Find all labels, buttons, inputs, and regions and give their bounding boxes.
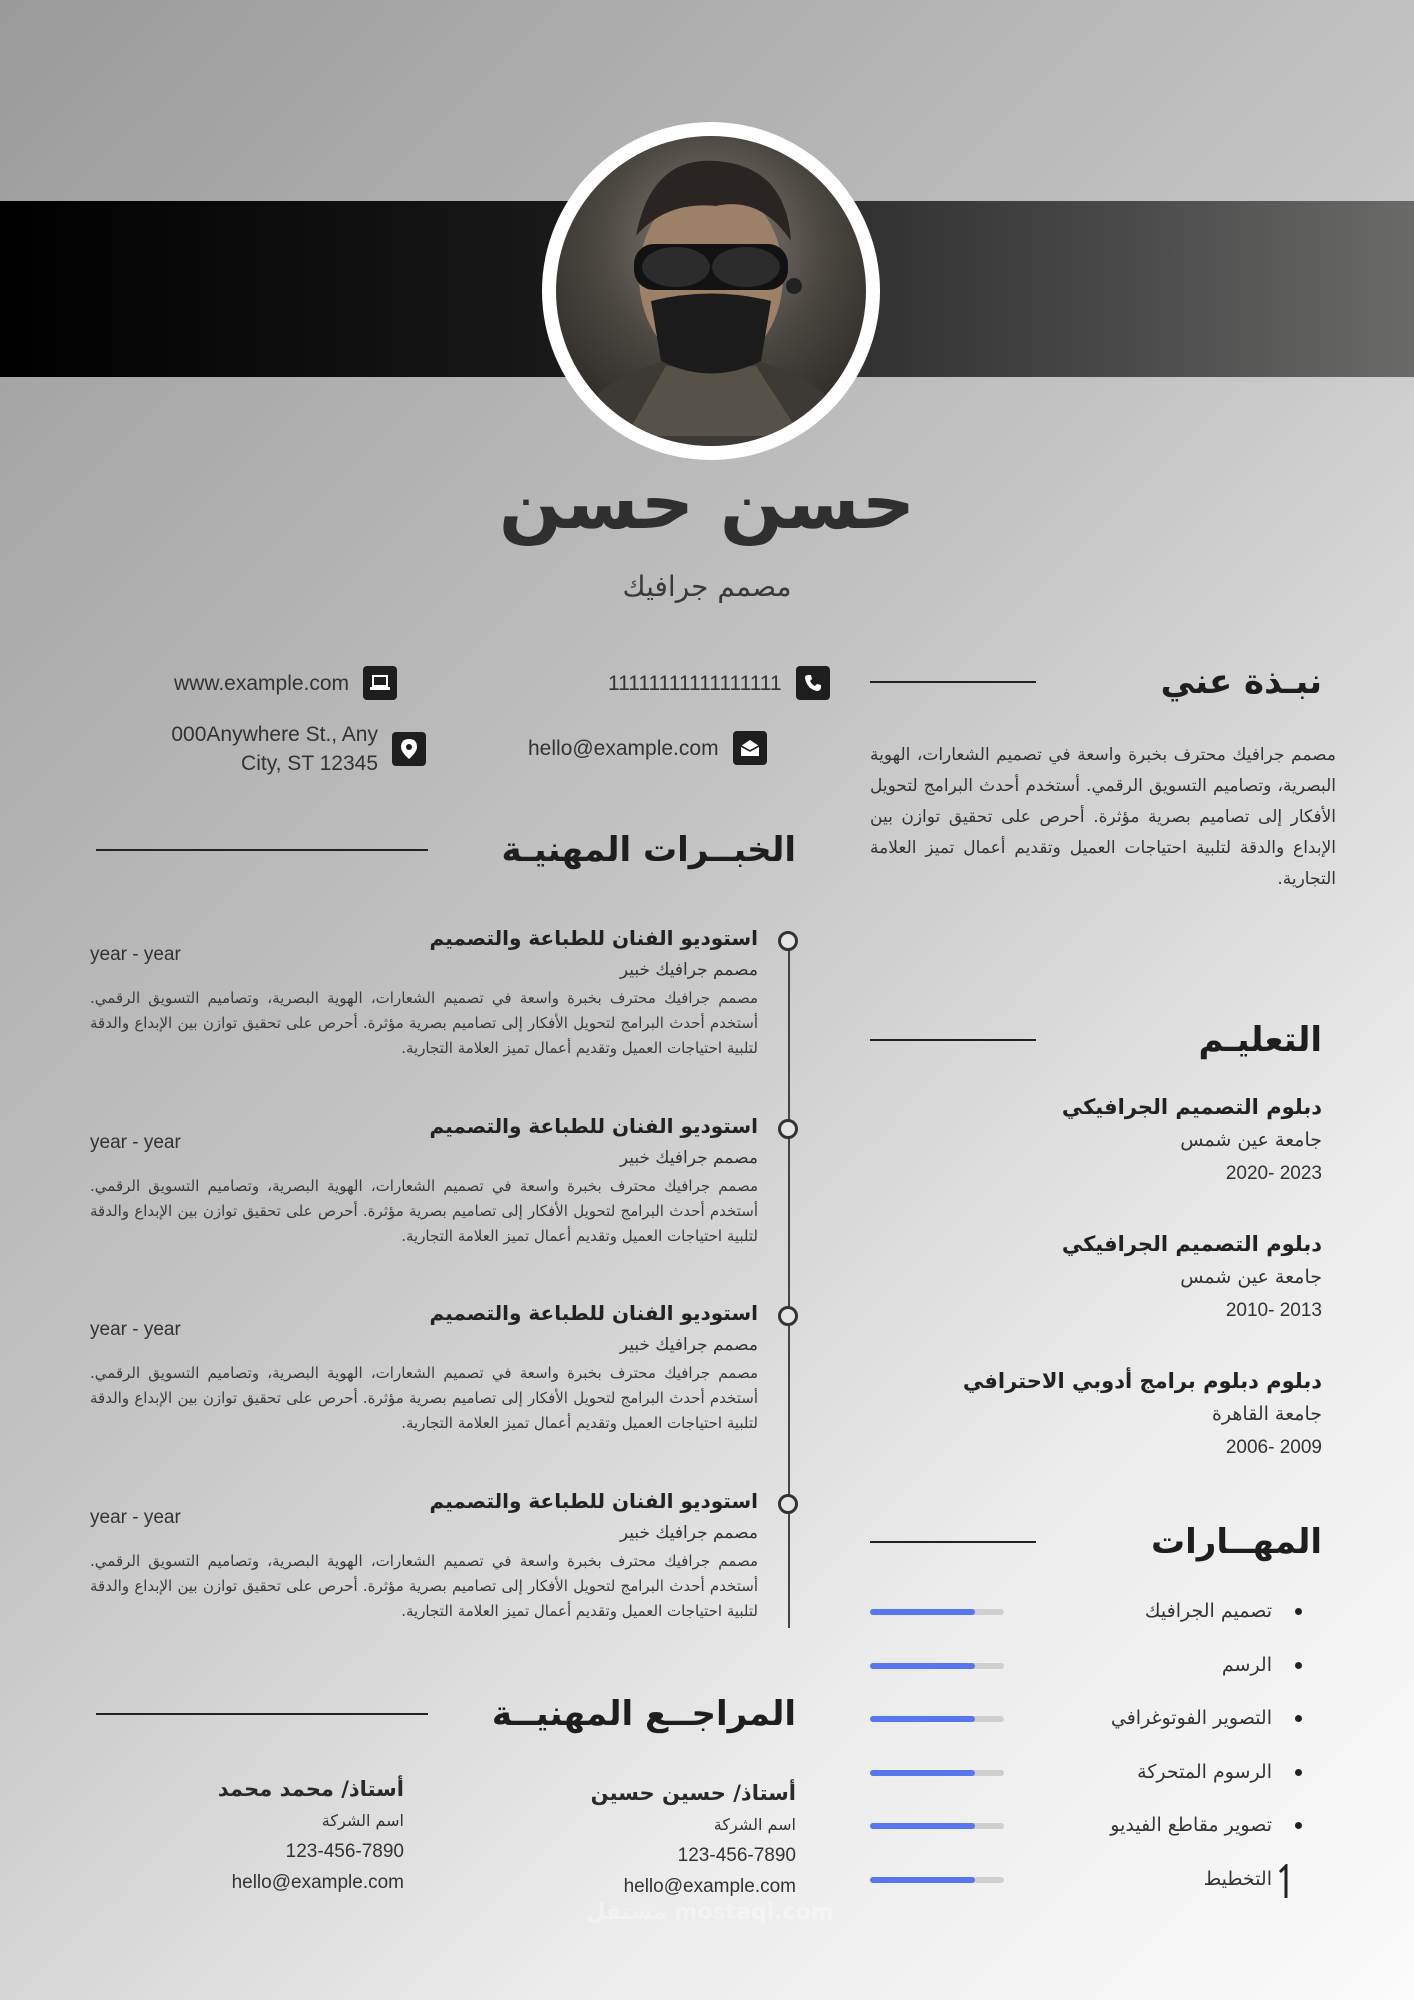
- skill-bar-fill: [870, 1823, 975, 1829]
- education-degree: دبلوم دبلوم برامج أدوبي الاحترافي: [962, 1369, 1322, 1393]
- education-years: 2020- 2023: [1225, 1163, 1322, 1184]
- experience-divider: [96, 849, 428, 851]
- education-item: [882, 1227, 1322, 1328]
- references-divider: [96, 1713, 428, 1715]
- skill-bar-fill: [870, 1663, 975, 1669]
- reference-phone: 123-456-7890: [677, 1845, 796, 1866]
- education-item: [882, 1090, 1322, 1191]
- bullet-icon: [1295, 1608, 1302, 1615]
- bullet-icon: [1295, 1822, 1302, 1829]
- skill-item: [870, 1650, 1302, 1680]
- skill-bar-track: [870, 1770, 1004, 1776]
- reference-item: [476, 1776, 796, 1902]
- email-text: hello@example.com: [528, 736, 719, 760]
- contact-email: [528, 731, 767, 765]
- contact-website: [174, 666, 397, 700]
- skills-divider: [870, 1541, 1036, 1543]
- skill-label: الرسوم المتحركة: [1137, 1760, 1272, 1783]
- skill-item: [870, 1810, 1302, 1840]
- phone-text: 11111111111111111: [608, 671, 782, 695]
- reference-phone: 123-456-7890: [285, 1841, 404, 1862]
- contact-address: [150, 720, 426, 778]
- experience-years: year - year: [90, 1132, 181, 1153]
- experience-role: مصمم جرافيك خبير: [619, 1335, 758, 1355]
- profile-photo: [556, 136, 866, 446]
- skill-bar-fill: [870, 1716, 975, 1722]
- timeline-node: [778, 931, 798, 951]
- skill-item: [870, 1703, 1302, 1733]
- skill-label: تصوير مقاطع الفيديو: [1110, 1814, 1272, 1836]
- skill-item: [870, 1596, 1302, 1626]
- about-text: مصمم جرافيك محترف بخبرة واسعة في تصميم الشعارات، الهوية البصرية، وتصاميم التسويق الرقمي. أستخدم أحدث البرامج لتحويل الأفكار إلى تصاميم بصرية مؤثرة. أحرص على تحقيق توازن بين الإبداع والدقة لتلبية احتياجات العميل وتقديم أعمال تميز العلامة التجارية.: [870, 745, 1336, 889]
- reference-company: اسم الشركة: [713, 1815, 796, 1834]
- envelope-icon: [733, 731, 767, 765]
- experience-description: مصمم جرافيك محترف بخبرة واسعة في تصميم الشعارات، الهوية البصرية، وتصاميم التسويق الرقمي. أستخدم أحدث البرامج لتحويل الأفكار إلى تصاميم بصرية مؤثرة. أحرص على تحقيق توازن بين الإبداع والدقة لتلبية احتياجات العميل وتقديم أعمال تميز العلامة التجارية.: [90, 1177, 758, 1245]
- skill-bar-track: [870, 1609, 1004, 1615]
- skills-heading: [870, 1522, 1322, 1562]
- education-degree: دبلوم التصميم الجرافيكي: [1061, 1232, 1322, 1256]
- education-degree: دبلوم التصميم الجرافيكي: [1061, 1095, 1322, 1119]
- about-heading: [870, 662, 1322, 702]
- profile-photo-frame: [542, 122, 880, 460]
- reference-email: hello@example.com: [623, 1876, 796, 1897]
- experience-company: استوديو الفنان للطباعة والتصميم: [429, 1114, 758, 1138]
- about-title: نبـذة عني: [1160, 662, 1322, 702]
- skill-label: التصوير الفوتوغرافي: [1110, 1707, 1272, 1729]
- experience-item: [90, 1489, 758, 1639]
- experience-years: year - year: [90, 1507, 181, 1528]
- education-heading: [870, 1020, 1322, 1060]
- skills-title: المهــارات: [1150, 1522, 1322, 1562]
- education-divider: [870, 1039, 1036, 1041]
- experience-item: [90, 926, 758, 1076]
- laptop-icon: [363, 666, 397, 700]
- experience-description: مصمم جرافيك محترف بخبرة واسعة في تصميم الشعارات، الهوية البصرية، وتصاميم التسويق الرقمي. أستخدم أحدث البرامج لتحويل الأفكار إلى تصاميم بصرية مؤثرة. أحرص على تحقيق توازن بين الإبداع والدقة لتلبية احتياجات العميل وتقديم أعمال تميز العلامة التجارية.: [90, 1364, 758, 1432]
- website-text: www.example.com: [174, 671, 350, 695]
- experience-description: مصمم جرافيك محترف بخبرة واسعة في تصميم الشعارات، الهوية البصرية، وتصاميم التسويق الرقمي. أستخدم أحدث البرامج لتحويل الأفكار إلى تصاميم بصرية مؤثرة. أحرص على تحقيق توازن بين الإبداع والدقة لتلبية احتياجات العميل وتقديم أعمال تميز العلامة التجارية.: [90, 989, 758, 1057]
- timeline-node: [778, 1306, 798, 1326]
- experience-company: استوديو الفنان للطباعة والتصميم: [429, 1301, 758, 1325]
- phone-icon: [796, 666, 830, 700]
- experience-timeline: [788, 940, 790, 1628]
- reference-company: اسم الشركة: [321, 1811, 404, 1830]
- timeline-node: [778, 1494, 798, 1514]
- bullet-icon: [1295, 1769, 1302, 1776]
- reference-name: أستاذ/ محمد محمد: [217, 1777, 404, 1801]
- education-title: التعليـم: [1198, 1020, 1322, 1060]
- skill-item: [870, 1757, 1302, 1787]
- experience-role: مصمم جرافيك خبير: [619, 1523, 758, 1543]
- watermark: مستقل mostaql.com: [586, 1900, 834, 1925]
- references-title: المراجــع المهنيــة: [491, 1694, 796, 1734]
- references-heading: [96, 1694, 796, 1734]
- job-title: مصمم جرافيك: [622, 570, 792, 603]
- address-text: 000Anywhere St., Any City, ST 12345: [171, 723, 378, 775]
- education-university: جامعة عين شمس: [1180, 1129, 1322, 1151]
- experience-years: year - year: [90, 1319, 181, 1340]
- text-cursor-icon: [1276, 1864, 1298, 1900]
- skill-bar-fill: [870, 1877, 975, 1883]
- reference-name: أستاذ/ حسين حسين: [590, 1781, 796, 1805]
- experience-role: مصمم جرافيك خبير: [619, 1148, 758, 1168]
- experience-company: استوديو الفنان للطباعة والتصميم: [429, 1489, 758, 1513]
- education-university: جامعة القاهرة: [1211, 1403, 1322, 1425]
- reference-item: [84, 1772, 404, 1898]
- skill-bar-track: [870, 1823, 1004, 1829]
- location-pin-icon: [392, 732, 426, 766]
- skill-bar-fill: [870, 1609, 975, 1615]
- experience-role: مصمم جرافيك خبير: [619, 960, 758, 980]
- contact-phone: [608, 666, 830, 700]
- skill-bar-track: [870, 1716, 1004, 1722]
- timeline-node: [778, 1119, 798, 1139]
- reference-email: hello@example.com: [231, 1872, 404, 1893]
- experience-company: استوديو الفنان للطباعة والتصميم: [429, 926, 758, 950]
- skill-bar-track: [870, 1663, 1004, 1669]
- experience-heading: [96, 830, 796, 870]
- skill-label: الرسم: [1221, 1653, 1272, 1676]
- experience-item: [90, 1301, 758, 1451]
- experience-title: الخبــرات المهنيـة: [501, 830, 796, 870]
- skill-label: تصميم الجرافيك: [1144, 1600, 1272, 1622]
- bullet-icon: [1295, 1662, 1302, 1669]
- experience-item: [90, 1114, 758, 1264]
- skill-bar-fill: [870, 1770, 975, 1776]
- education-years: 2010- 2013: [1225, 1300, 1322, 1321]
- skill-item: [870, 1864, 1302, 1894]
- education-item: [882, 1364, 1322, 1465]
- person-name: حسن حسن: [498, 460, 916, 546]
- skill-label: التخطيط: [1203, 1867, 1272, 1890]
- education-years: 2006- 2009: [1225, 1437, 1322, 1458]
- experience-description: مصمم جرافيك محترف بخبرة واسعة في تصميم الشعارات، الهوية البصرية، وتصاميم التسويق الرقمي. أستخدم أحدث البرامج لتحويل الأفكار إلى تصاميم بصرية مؤثرة. أحرص على تحقيق توازن بين الإبداع والدقة لتلبية احتياجات العميل وتقديم أعمال تميز العلامة التجارية.: [90, 1552, 758, 1620]
- about-divider: [870, 681, 1036, 683]
- bullet-icon: [1295, 1715, 1302, 1722]
- experience-years: year - year: [90, 944, 181, 965]
- education-university: جامعة عين شمس: [1180, 1266, 1322, 1288]
- skill-bar-track: [870, 1877, 1004, 1883]
